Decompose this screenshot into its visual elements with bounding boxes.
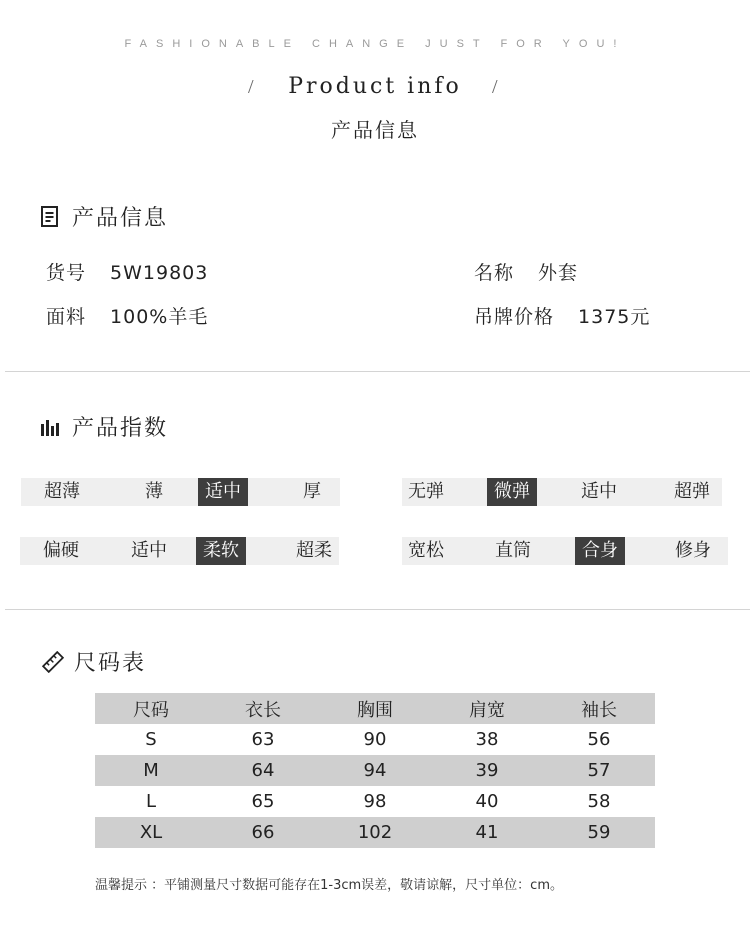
scale-option-selected: 柔软 xyxy=(196,537,246,565)
table-cell: 39 xyxy=(475,760,499,781)
column-header: 衣长 xyxy=(245,699,281,721)
product-info-heading xyxy=(40,201,168,232)
scale-option: 无弹 xyxy=(408,481,444,502)
indices-heading xyxy=(40,411,168,442)
scale-option: 薄 xyxy=(145,481,163,502)
bar-chart-icon xyxy=(40,416,62,438)
tagline: FASHIONABLE CHANGE JUST FOR YOU! xyxy=(124,38,626,50)
table-cell: 58 xyxy=(587,791,611,812)
table-cell: 40 xyxy=(475,791,499,812)
table-cell: 90 xyxy=(363,729,387,750)
fabric-row xyxy=(46,302,208,329)
scale-option-selected: 微弹 xyxy=(487,478,537,506)
price-label: 吊牌价格 xyxy=(474,306,555,328)
price-value: 1375元 xyxy=(578,306,651,328)
scale-option: 宽松 xyxy=(408,540,444,561)
page-subtitle: 产品信息 xyxy=(331,118,419,142)
table-cell: 63 xyxy=(251,729,275,750)
column-header: 胸围 xyxy=(357,699,393,721)
divider-1 xyxy=(5,371,750,372)
table-cell: 59 xyxy=(587,822,611,843)
table-cell: L xyxy=(145,791,157,812)
table-cell: 66 xyxy=(251,822,275,843)
column-header: 尺码 xyxy=(133,699,169,721)
table-cell: 94 xyxy=(363,760,387,781)
slash-left-icon: / xyxy=(248,76,257,98)
item-no-value: 5W19803 xyxy=(110,262,209,284)
page-title: Product info xyxy=(288,74,462,99)
softness-scale xyxy=(20,537,339,565)
table-row xyxy=(95,817,655,848)
price-row xyxy=(474,302,650,329)
scale-option-selected: 合身 xyxy=(575,537,625,565)
table-cell: 98 xyxy=(363,791,387,812)
scale-option: 适中 xyxy=(581,481,617,502)
size-chart-heading-text: 尺码表 xyxy=(74,651,147,676)
size-chart-heading xyxy=(42,646,146,677)
name-label: 名称 xyxy=(474,262,515,284)
item-no-label: 货号 xyxy=(46,262,87,284)
ruler-icon xyxy=(42,651,64,673)
table-cell: M xyxy=(143,760,159,781)
scale-option: 超柔 xyxy=(296,540,332,561)
thickness-scale xyxy=(21,478,340,506)
table-cell: XL xyxy=(139,822,163,843)
table-cell: 102 xyxy=(357,822,393,843)
scale-option: 超薄 xyxy=(44,481,80,502)
scale-option-selected: 适中 xyxy=(198,478,248,506)
table-row xyxy=(95,724,655,755)
table-cell: 41 xyxy=(475,822,499,843)
table-cell: 65 xyxy=(251,791,275,812)
table-cell: S xyxy=(145,729,157,750)
table-cell: 38 xyxy=(475,729,499,750)
scale-option: 超弹 xyxy=(674,481,710,502)
slash-right-icon: / xyxy=(492,76,501,98)
document-icon xyxy=(40,206,62,228)
fit-scale xyxy=(402,537,728,565)
name-row xyxy=(474,258,578,285)
table-cell: 57 xyxy=(587,760,611,781)
item-no-row xyxy=(46,258,208,285)
size-table xyxy=(95,693,655,848)
scale-option: 偏硬 xyxy=(43,540,79,561)
elasticity-scale xyxy=(402,478,722,506)
product-info-heading-text: 产品信息 xyxy=(72,206,169,231)
column-header: 肩宽 xyxy=(469,699,505,721)
scale-option: 修身 xyxy=(675,540,711,561)
indices-heading-text: 产品指数 xyxy=(72,416,169,441)
name-value: 外套 xyxy=(538,262,579,284)
title-row xyxy=(0,74,750,99)
column-header: 袖长 xyxy=(581,699,617,721)
table-row xyxy=(95,755,655,786)
divider-2 xyxy=(5,609,750,610)
scale-option: 适中 xyxy=(131,540,167,561)
scale-option: 直筒 xyxy=(495,540,531,561)
table-cell: 64 xyxy=(251,760,275,781)
fabric-value: 100%羊毛 xyxy=(110,306,209,328)
fabric-label: 面料 xyxy=(46,306,87,328)
table-row xyxy=(95,786,655,817)
size-note: 温馨提示 ：平铺测量尺寸数据可能存在1-3cm误差，敬请谅解，尺寸单位：cm。 xyxy=(95,878,563,893)
table-cell: 56 xyxy=(587,729,611,750)
table-header-row xyxy=(95,693,655,724)
scale-option: 厚 xyxy=(303,481,321,502)
